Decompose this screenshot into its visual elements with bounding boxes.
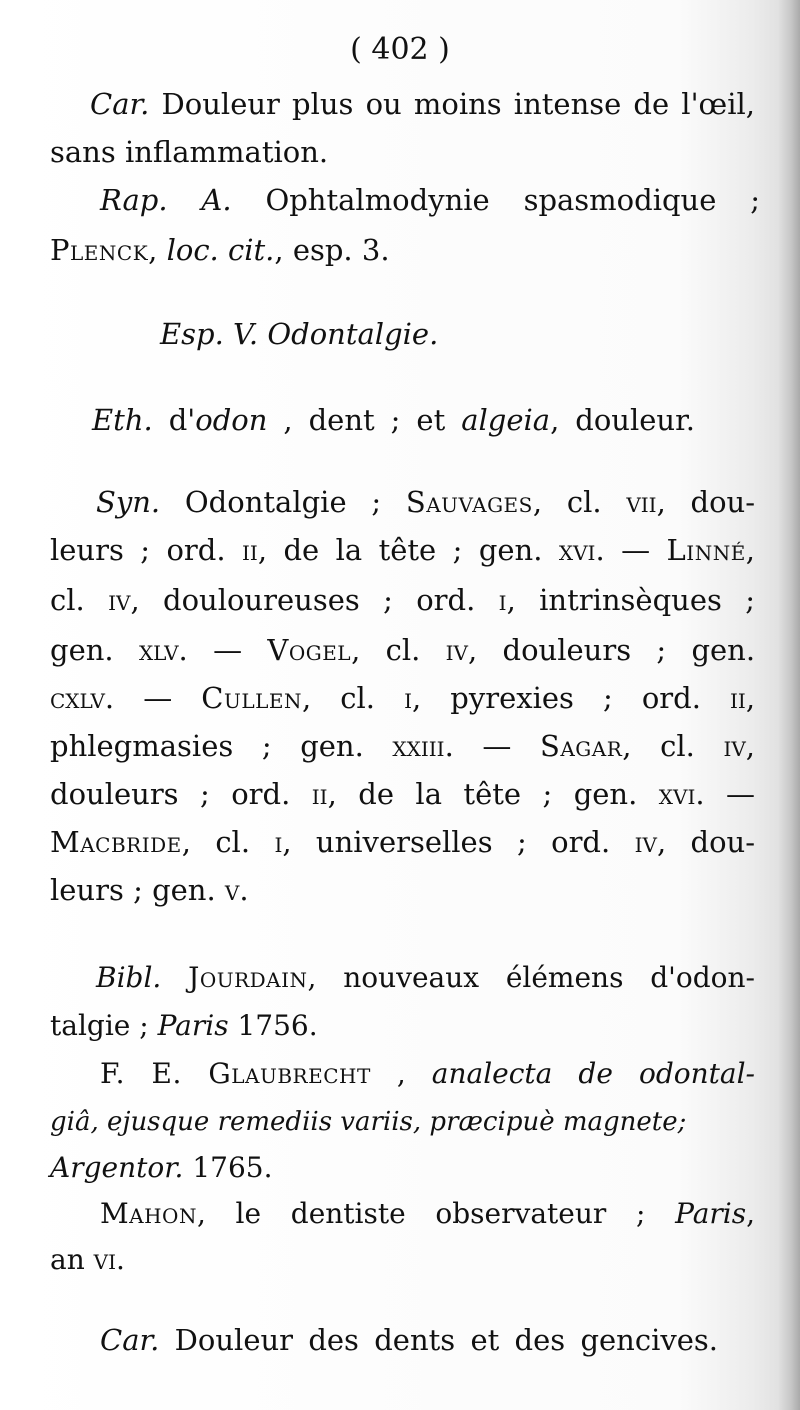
author-vogel: Vogel: [267, 633, 352, 667]
eth-end: , douleur.: [550, 403, 695, 437]
syn-l2-gen: xvi.: [558, 533, 605, 567]
syn-l2b: , de la tête ; gen.: [257, 533, 543, 567]
ophtalmo-plenck-line: Plenck, loc. cit., esp. 3.: [50, 233, 390, 267]
etymology-line: [92, 402, 695, 438]
bibl-line-5: [50, 1150, 755, 1186]
syn-l7a: douleurs ; ord.: [50, 777, 291, 811]
syn-l8c: , dou-: [656, 825, 756, 859]
author-macbride: Macbride: [50, 825, 182, 859]
syn-l5a: —: [143, 681, 173, 715]
syn-l3b: , douloureuses ; ord.: [130, 583, 476, 617]
author-sagar: Sagar: [540, 729, 623, 763]
syn-l3-num2: i: [498, 583, 507, 617]
syn-l1a: Odontalgie ;: [184, 485, 382, 519]
syn-l8b: , universelles ; ord.: [282, 825, 611, 859]
author-glaubrecht: F. E. Glaubrecht: [100, 1057, 371, 1090]
rap-text: Ophtalmodynie spasmodique ;: [265, 183, 761, 217]
syn-l2c: —: [621, 533, 651, 567]
syn-line-2: [50, 532, 755, 568]
bibl-b2-place: Argentor.: [50, 1151, 184, 1184]
bibl-b3b: ,: [746, 1197, 755, 1230]
syn-l1-num: vii: [626, 485, 657, 519]
species-heading: [160, 316, 438, 352]
syn-l4d: , douleurs ; gen.: [468, 633, 756, 667]
odonto-car-label: Car.: [100, 1323, 160, 1357]
bibl-b3-num: vi.: [93, 1243, 125, 1276]
syn-l4a: gen.: [50, 633, 114, 667]
car-label: Car.: [90, 87, 150, 121]
syn-l7c: —: [726, 777, 756, 811]
bibl-b1-year: 1756.: [237, 1009, 318, 1042]
syn-l9-gen: v.: [224, 873, 249, 907]
syn-l7b: , de la tête ; gen.: [327, 777, 638, 811]
syn-line-5: [50, 680, 755, 716]
syn-l5c: , pyrexies ; ord.: [412, 681, 701, 715]
plenck-esp: , esp. 3.: [274, 233, 390, 267]
species-title: Odontalgie.: [267, 317, 439, 351]
bibl-b2-year: 1765.: [192, 1151, 273, 1184]
syn-line-4: [50, 632, 755, 668]
syn-l5b: , cl.: [302, 681, 376, 715]
bibl-label: Bibl.: [96, 961, 162, 994]
syn-l2d: ,: [745, 533, 756, 567]
syn-l1c: , dou-: [656, 485, 756, 519]
ophtalmo-car-line-2: sans inflammation.: [50, 135, 329, 169]
author-sauvages: Sauvages: [405, 485, 533, 519]
eth-word-odon: odon: [195, 403, 268, 437]
bibl-b3a: , le dentiste observateur ;: [196, 1197, 646, 1230]
ophtalmo-rap-line: [100, 182, 760, 218]
author-jourdain: Jourdain: [188, 961, 308, 994]
syn-l3-num: iv: [108, 583, 131, 617]
syn-l5-num2: ii: [730, 681, 746, 715]
author-plenck: Plenck: [50, 233, 149, 267]
syn-l6-gen: xxiii.: [392, 729, 454, 763]
syn-l6a: phlegmasies ; gen.: [50, 729, 364, 763]
syn-l4-num: iv: [445, 633, 468, 667]
syn-l5d: ,: [745, 681, 756, 715]
odonto-car-text: Douleur des dents et des gencives.: [174, 1323, 719, 1357]
bibl-line-2: [50, 1008, 755, 1044]
species-label: Esp. V.: [160, 317, 259, 351]
syn-l3c: , intrinsèques ;: [506, 583, 755, 617]
syn-l8-num: i: [274, 825, 283, 859]
page-number: ( 402 ): [350, 32, 450, 67]
bibl-b3c: an: [50, 1243, 85, 1276]
eth-prefix: d': [168, 403, 196, 437]
syn-l2-num: ii: [242, 533, 258, 567]
bibl-b1-place: Paris: [157, 1009, 229, 1042]
syn-l6b: —: [482, 729, 512, 763]
syn-l2a: leurs ; ord.: [50, 533, 226, 567]
bibl-b2a: ,: [396, 1057, 406, 1090]
syn-l6-num: iv: [723, 729, 746, 763]
syn-line-7: [50, 776, 755, 812]
syn-line-6: [50, 728, 755, 764]
syn-l5-gen: cxlv.: [50, 681, 115, 715]
syn-l3a: cl.: [50, 583, 85, 617]
eth-mid: , dent ; et: [283, 403, 446, 437]
bibl-line-3: [100, 1056, 755, 1092]
bibl-line-6: [100, 1196, 755, 1232]
syn-l7-gen: xvi.: [658, 777, 705, 811]
syn-label: Syn.: [96, 485, 161, 519]
car-text: Douleur plus ou moins intense de l'œil,: [161, 87, 755, 121]
bibl-b1a: , nouveaux élémens d'odon-: [307, 961, 755, 994]
syn-line-1: [96, 484, 755, 520]
syn-l6d: ,: [745, 729, 755, 763]
page-edge-shadow: [778, 0, 800, 1410]
syn-l4c: , cl.: [351, 633, 421, 667]
syn-l1b: , cl.: [532, 485, 602, 519]
bibl-line-7: [50, 1242, 755, 1278]
syn-l7-num: ii: [311, 777, 328, 811]
author-linne: Linné: [666, 533, 746, 567]
bibl-b3-place: Paris: [675, 1197, 747, 1230]
syn-l4-gen: xlv.: [138, 633, 188, 667]
plenck-loc: loc. cit.: [166, 233, 275, 267]
author-cullen: Cullen: [201, 681, 302, 715]
rap-label: Rap. A.: [100, 183, 232, 217]
eth-label: Eth.: [92, 403, 153, 437]
bibl-line-1: [96, 960, 755, 996]
author-mahon: Mahon: [100, 1197, 197, 1230]
syn-l6c: , cl.: [622, 729, 695, 763]
syn-l4b: —: [213, 633, 243, 667]
bibl-line-4: giâ, ejusque remediis variis, præcipuè magnete;: [50, 1107, 687, 1137]
bibl-b2-title-1: analecta de odontal-: [431, 1057, 755, 1090]
syn-line-3: [50, 582, 755, 618]
syn-l8a: , cl.: [181, 825, 251, 859]
syn-line-9: [50, 872, 755, 908]
syn-l9a: leurs ; gen.: [50, 873, 216, 907]
ophtalmo-car-line-1: [90, 86, 755, 122]
eth-word-algeia: algeia: [461, 403, 551, 437]
syn-line-8: [50, 824, 755, 860]
odonto-car-line: [100, 1322, 718, 1358]
syn-l5-num: i: [404, 681, 413, 715]
bibl-b1b: talgie ;: [50, 1009, 149, 1042]
syn-l8-num2: iv: [634, 825, 657, 859]
